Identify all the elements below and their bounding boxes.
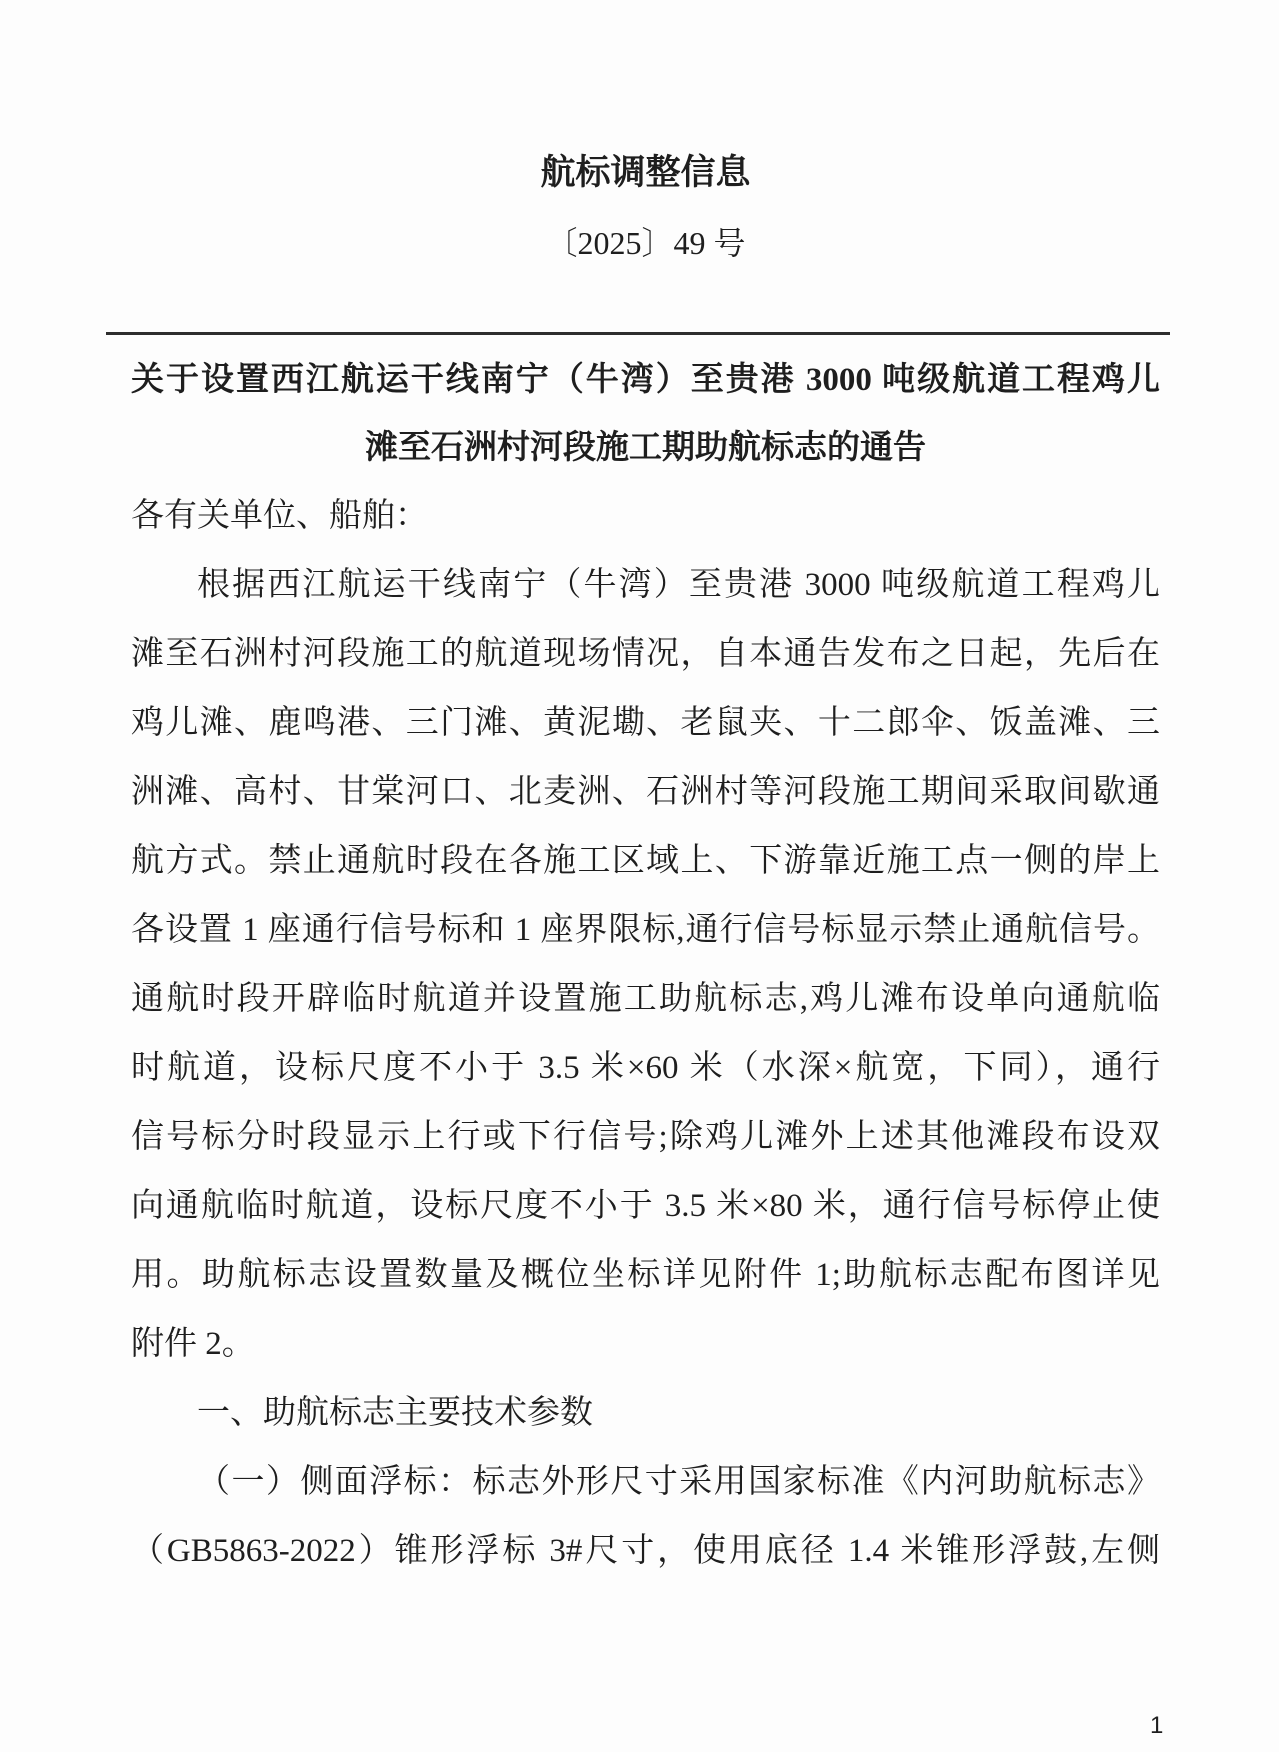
document-number: 〔2025〕49 号 <box>545 225 746 261</box>
notice-heading-line1: 关于设置西江航运干线南宁（牛湾）至贵港 3000 吨级航道工程鸡儿 <box>131 362 1160 398</box>
body-line: 通航时段开辟临时航道并设置施工助航标志,鸡儿滩布设单向通航临 <box>131 981 1160 1017</box>
body-line: 滩至石洲村河段施工的航道现场情况，自本通告发布之日起，先后在 <box>131 636 1160 672</box>
body-line: 洲滩、高村、甘棠河口、北麦洲、石洲村等河段施工期间采取间歇通 <box>131 774 1160 810</box>
body-line: 向通航临时航道，设标尺度不小于 3.5 米×80 米，通行信号标停止使 <box>131 1188 1160 1224</box>
section-heading: 一、助航标志主要技术参数 <box>197 1395 593 1431</box>
body-line: 时航道，设标尺度不小于 3.5 米×60 米（水深×航宽，下同），通行 <box>131 1050 1160 1086</box>
body-line: 鸡儿滩、鹿鸣港、三门滩、黄泥墈、老鼠夹、十二郎伞、饭盖滩、三 <box>131 705 1160 741</box>
body-line: 信号标分时段显示上行或下行信号;除鸡儿滩外上述其他滩段布设双 <box>131 1119 1160 1155</box>
body-line: 各设置 1 座通行信号标和 1 座界限标,通行信号标显示禁止通航信号。 <box>131 912 1160 948</box>
body-line: 航方式。禁止通航时段在各施工区域上、下游靠近施工点一侧的岸上 <box>131 843 1160 879</box>
page-number: 1 <box>1150 1712 1164 1739</box>
body-line: 用。助航标志设置数量及概位坐标详见附件 1;助航标志配布图详见 <box>131 1257 1160 1293</box>
section-line: （一）侧面浮标：标志外形尺寸采用国家标准《内河助航标志》 <box>197 1464 1160 1500</box>
salutation: 各有关单位、船舶： <box>131 498 428 534</box>
body-line: 根据西江航运干线南宁（牛湾）至贵港 3000 吨级航道工程鸡儿 <box>197 567 1160 603</box>
notice-heading <box>131 346 1160 482</box>
notice-heading-line2: 滩至石洲村河段施工期助航标志的通告 <box>365 430 926 466</box>
header-divider <box>106 332 1170 335</box>
document-title: 航标调整信息 <box>540 153 751 192</box>
section-line: （GB5863-2022）锥形浮标 3#尺寸，使用底径 1.4 米锥形浮鼓,左侧 <box>131 1533 1160 1569</box>
body-line: 附件 2。 <box>131 1326 255 1362</box>
